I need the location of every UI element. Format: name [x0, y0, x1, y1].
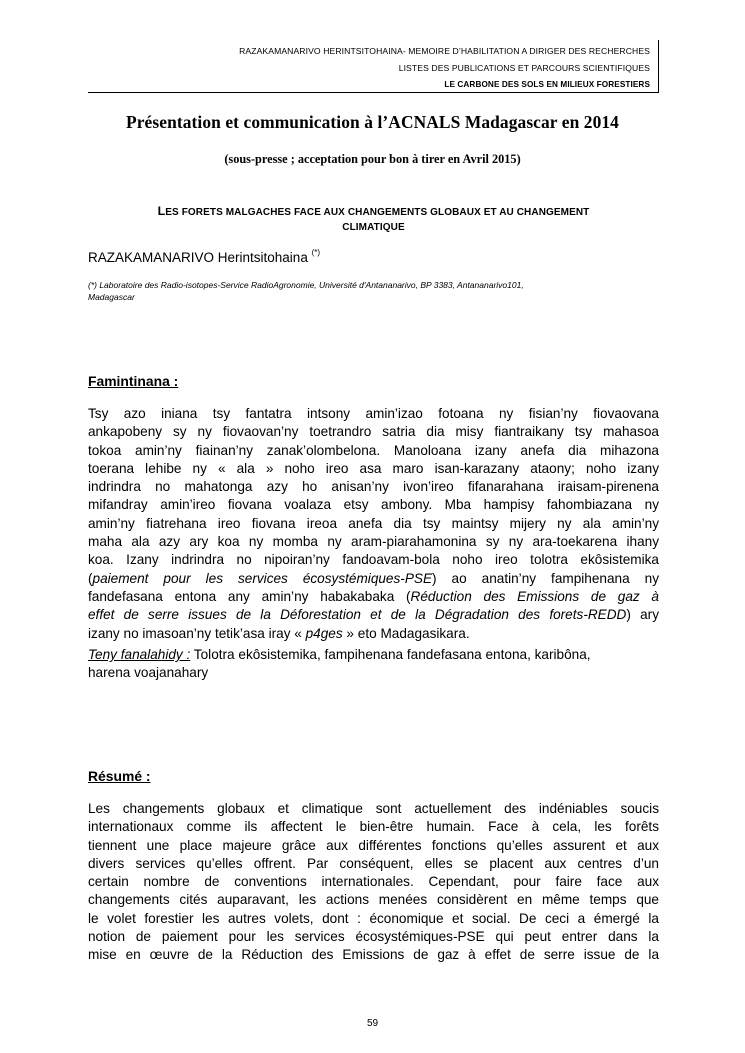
line-rest: ) ary [626, 607, 659, 623]
line-text: fandefasana entona any amin’ny habakabaka ( [88, 588, 411, 604]
article-title-line-2: CLIMATIQUE [342, 222, 405, 233]
header-line-1: RAZAKAMANARIVO HERINTSITOHAINA- MEMOIRE D’HABILITATION A DIRIGER DES RECHERCHES [239, 46, 650, 56]
affiliation-line-2: Madagascar [88, 292, 135, 302]
resume-line: changements cités auparavant, les actions menées considèrent en même temps que [88, 892, 659, 908]
line-rest: ) ao anatin’ny fampihenana ny [432, 570, 659, 586]
famintinana-line: mifandray amin’ireo fiovana voalaza etsy ambony. Mba hampisy fahombiazana ny [88, 497, 659, 513]
article-title-initial: L [157, 204, 166, 218]
famintinana-line: maha ala azy ary koa ny momba ny aram-piarahamonina sy ny ara-toekarena ihany [88, 534, 659, 550]
author [88, 250, 320, 265]
line-rest: » eto Madagasikara. [342, 625, 470, 641]
famintinana-line [88, 588, 659, 606]
keywords-list: Tolotra ekôsistemika, fampihenana fandefasana entona, karibôna, [190, 647, 591, 662]
article-title-rest: ES FORETS MALGACHES FACE AUX CHANGEMENTS GLOBAUX ET AU CHANGEMENT [165, 207, 590, 218]
famintinana-heading: Famintinana : [88, 373, 179, 389]
pse-term: paiement pour les services écosystémiques-PSE [92, 570, 433, 586]
keywords-label: Teny fanalahidy : [88, 647, 191, 662]
keywords-line: harena voajanahary [88, 665, 209, 681]
author-mark: (*) [311, 248, 321, 257]
resume-line: Les changements globaux et climatique sont actuellement des indéniables soucis [88, 801, 659, 816]
famintinana-line: indrindra no mahatonga azy ho anisan’ny ivon’ireo fifanarahana iraisam-pirenena [88, 479, 659, 495]
header-line-2: LISTES DES PUBLICATIONS ET PARCOURS SCIENTIFIQUES [398, 63, 650, 73]
redd-term-part-2: effet de serre issues de la Déforestation et de la Dégradation des forets-REDD [88, 607, 627, 623]
famintinana-line [88, 570, 659, 588]
author-name: RAZAKAMANARIVO Herintsitohaina [88, 250, 308, 265]
keywords-line [88, 646, 659, 664]
famintinana-line: koa. Izany indrindra no nipoiran’ny fandoavam-bola noho ireo tolotra ekôsistemika [88, 552, 659, 568]
famintinana-line [88, 606, 659, 624]
p4ges-term: p4ges [305, 625, 343, 641]
page-subtitle: (sous-presse ; acceptation pour bon à tirer en Avril 2015) [224, 152, 521, 166]
affiliation-line-1: (*) Laboratoire des Radio-isotopes-Service RadioAgronomie, Université d'Antananarivo, BP 3383, Antananarivo101, [88, 280, 524, 290]
resume-line: tiennent une place majeure grâce aux différentes fonctions qu’elles assurent et aux [88, 837, 659, 853]
resume-line: certain nombre de conventions internationales. Cependant, pour faire face aux [88, 874, 659, 890]
resume-paragraph [88, 800, 659, 965]
resume-heading: Résumé : [88, 768, 151, 784]
redd-term-part-1: Réduction des Emissions de gaz à [410, 588, 659, 604]
line-text: izany no imasoan’ny tetik’asa iray « [88, 625, 306, 641]
header-line-3: LE CARBONE DES SOLS EN MILIEUX FORESTIERS [444, 80, 650, 89]
keywords [88, 646, 659, 683]
famintinana-line: tokoa amin’ny fiainan’ny zanak’olombelona. Manoloana izany anefa dia mihazona [88, 442, 659, 458]
resume-line: notion de paiement pour les services écosystémiques-PSE qui peut entrer dans la [88, 929, 659, 945]
famintinana-line: toerana lehibe ny « ala » noho ireo asa maro isan-karazany ataony; noho izany [88, 460, 659, 476]
resume-line: mise en œuvre de la Réduction des Emissions de gaz à effet de serre issue de la [88, 947, 659, 963]
famintinana-line: amin’ny fiatrehana ireo fiovana ireoa anefa dia tsy maintsy mijery ny ala amin’ny [88, 515, 659, 531]
famintinana-line: Tsy azo iniana tsy fantatra intsony amin’izao fotoana ny fisian’ny fiovaovana [88, 406, 659, 421]
page-title: Présentation et communication à l’ACNALS Madagascar en 2014 [126, 112, 619, 132]
famintinana-paragraph [88, 405, 659, 643]
resume-line: divers services qu’elles offrent. Par conséquent, elles se placent aux centres d’un [88, 855, 659, 871]
resume-line: le volet forestier les autres volets, dont : économique et social. De ceci a émergé la [88, 910, 659, 926]
famintinana-line [88, 625, 659, 643]
famintinana-line: ankapobeny sy ny fiovaovan’ny toetrandro satria dia misy fiantraikany tsy mahasoa [88, 424, 659, 440]
resume-line: internationaux comme ils affectent le bien-être humain. Face à cela, les forêts [88, 819, 659, 835]
page-number: 59 [366, 1018, 379, 1029]
open-paren: ( [88, 570, 93, 586]
affiliation [88, 279, 648, 303]
running-header [88, 40, 659, 93]
